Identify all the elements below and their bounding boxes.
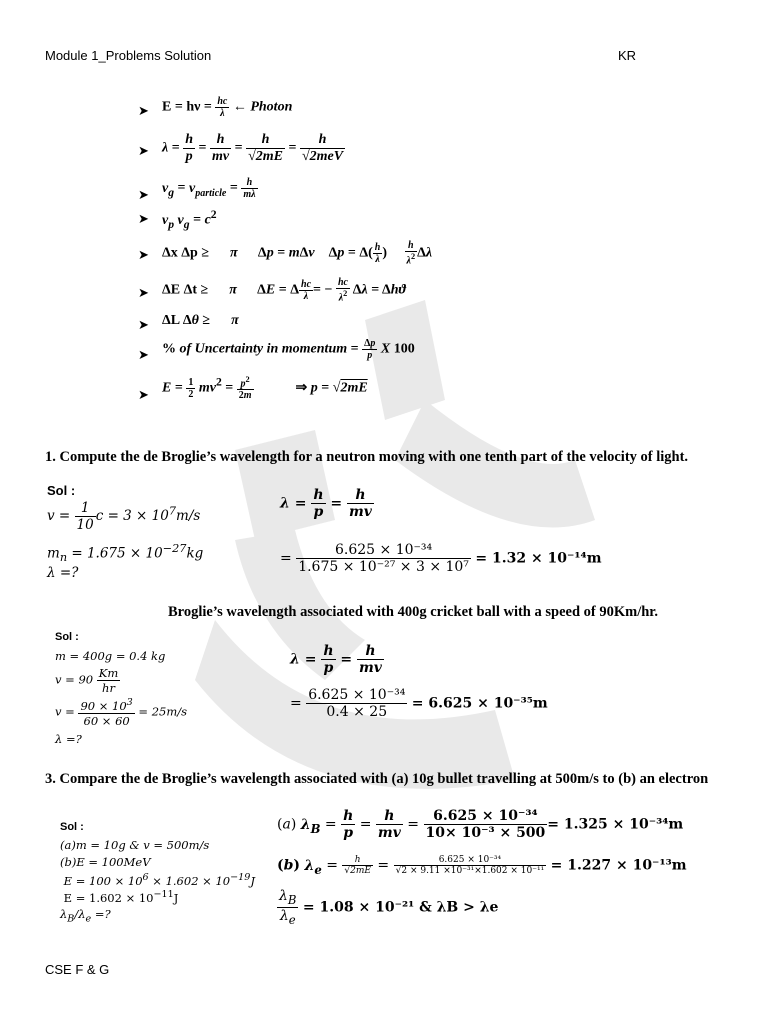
formula-photon: E = hν = $\frac{hc}{\lambda}$ ← Photon: [162, 96, 293, 119]
question-1: 1. Compute the de Broglie’s wavelength for a neutron moving with one tenth part of the velocity of light.: [45, 449, 689, 465]
q3a-numerator: 6.625 × 10⁻³⁴: [424, 808, 548, 825]
q3-part-a: (a) $\lambda_B$ = $\frac{h}{p}$ = $\frac{h}{mv}$ = $\frac{\text{6.625 × 10⁻³⁴}}{\text{10× 10⁻³ × 500}}$ = 1.325 × 10⁻³⁴m: [277, 808, 684, 841]
q1-result: = 1.32 × 10⁻¹⁴m: [475, 550, 602, 567]
q2-given-speed: v = 90 $\frac{Km}{hr}$: [55, 666, 119, 695]
q2-numerator: 6.625 × 10⁻³⁴: [308, 687, 406, 703]
q2-lambda-formula: λ = $\frac{h}{p}$ = $\frac{h}{mv}$: [290, 643, 382, 676]
header-title: Module 1_Problems Solution: [45, 48, 212, 63]
bullet-arrow-icon: ➤: [138, 388, 149, 403]
q3-given-energy: $E = 100 \times 10^6 \times 1.602 \times 10^{-19}J$: [60, 872, 255, 888]
q3-ratio: $\frac{\lambda_B}{\lambda_e}$ = 1.08 × 10⁻²¹ & λB > λe: [279, 888, 499, 927]
question-2: Broglie’s wavelength associated with 400g cricket ball with a speed of 90Km/hr.: [168, 604, 659, 620]
q3b-denominator: √2 × 9.11 ×10⁻³¹×1.602 × 10⁻¹¹: [395, 866, 545, 876]
formula-percent-uncertainty: % of Uncertainty in momentum = $\frac{\Delta p}{p}$ X 100: [162, 338, 415, 361]
footer-text: CSE F & G: [45, 962, 110, 977]
question-3: 3. Compare the de Broglie’s wavelength associated with (a) 10g bullet travelling at 500m/s to (b) an electron: [45, 771, 709, 787]
q2-given-lambda: λ =?: [55, 732, 82, 746]
q1-numerator: 6.625 × 10⁻³⁴: [296, 542, 471, 559]
formula-group-velocity: $v_g = v_{particle}$ = $\frac{h}{m\lambda}$: [162, 177, 256, 200]
bullet-arrow-icon: ➤: [138, 212, 149, 227]
q3a-denominator: 10× 10⁻³ × 500: [425, 825, 546, 841]
q3a-result: = 1.325 × 10⁻³⁴m: [547, 816, 684, 833]
q3-given-ratio: $\lambda_B/\lambda_e$ =?: [60, 907, 111, 925]
q1-lambda-formula: λ = $\frac{h}{p}$ = $\frac{h}{mv}$: [280, 487, 372, 520]
q3b-numerator: 6.625 × 10⁻³⁴: [394, 855, 547, 866]
formula-uncertainty-et: ΔE Δt ≥ π ΔE = Δ $\frac{hc}{\lambda}$ = − $\frac{hc}{\lambda^2}$ Δλ = Δhϑ: [162, 277, 406, 304]
q3-given-b: (b)E = 100MeV: [60, 855, 151, 869]
q1-computation: = $\frac{\text{6.625 × 10⁻³⁴}}{\text{1.675 × 10⁻²⁷ × 3 × 10⁷}}$ = 1.32 × 10⁻¹⁴m: [280, 542, 602, 575]
q3-sol-label: Sol :: [60, 821, 84, 833]
bullet-arrow-icon: ➤: [138, 248, 149, 263]
q2-result: = 6.625 × 10⁻³⁵m: [411, 695, 548, 712]
bullet-arrow-icon: ➤: [138, 188, 149, 203]
bullet-arrow-icon: ➤: [138, 318, 149, 333]
bullet-arrow-icon: ➤: [138, 348, 149, 363]
q2-denominator: 0.4 × 25: [326, 704, 388, 720]
q2-computation: = $\frac{\text{6.625 × 10⁻³⁴}}{0.4 \times 25}$ = 6.625 × 10⁻³⁵m: [290, 687, 548, 720]
formula-phase-group: $v_p$ $v_g = c^2$: [162, 208, 217, 231]
q3b-result: = 1.227 × 10⁻¹³m: [550, 857, 687, 874]
q3-given-energy-j: $E = 1.602 \times 10^{-11}J$: [60, 889, 179, 905]
header-author: KR: [618, 48, 637, 63]
q1-given-lambda: λ =?: [47, 565, 79, 581]
q2-sol-label: Sol :: [55, 631, 79, 643]
q1-given-velocity: v = $\frac{1}{10}$ $c = 3 \times 10^7m/s$: [47, 500, 201, 533]
formula-energy-momentum: E = $\frac{1}{2}$ $mv^2$ = $\frac{p^2}{2m}$ ⇒ p = √2mE: [162, 375, 368, 402]
formula-uncertainty-angular: ΔL Δθ ≥ π: [162, 313, 239, 328]
q1-given-mass: $m_n = 1.675 \times 10^{-27}kg$: [47, 542, 204, 565]
q2-given-mass: m = 400g = 0.4 kg: [55, 649, 166, 663]
q1-denominator: 1.675 × 10⁻²⁷ × 3 × 10⁷: [298, 559, 469, 575]
formula-debroglie: λ = $\frac{h}{p}$ = $\frac{h}{mv}$ = $\frac{h}{√2mE}$ = h √2meV: [162, 132, 344, 164]
q3-ratio-result: = 1.08 × 10⁻²¹ & λB > λe: [302, 899, 499, 916]
formula-uncertainty-xp: Δx Δp ≥ π Δp = mΔv Δp = Δ( $\frac{h}{\lambda}$ ) $\frac{h}{\lambda^2}$ Δλ: [162, 240, 433, 267]
bullet-arrow-icon: ➤: [138, 286, 149, 301]
q2-given-speed-ms: v = $\frac{90 \times 10^3}{60 \times 60}$ = 25m/s: [55, 697, 188, 728]
bullet-arrow-icon: ➤: [138, 144, 149, 159]
bullet-arrow-icon: ➤: [138, 104, 149, 119]
q3-given-a: (a)m = 10g & v = 500m/s: [60, 838, 210, 852]
q3-part-b: (b) $\lambda_e$ = $\frac{h}{√2mE}$ = $\frac{\text{6.625 × 10⁻³⁴}}{\text{√2 × 9.11 ×10⁻³¹×1.602 × 10⁻¹¹}}$ = 1.227 × 10⁻¹³m: [277, 855, 687, 877]
q1-sol-label: Sol :: [47, 483, 76, 498]
